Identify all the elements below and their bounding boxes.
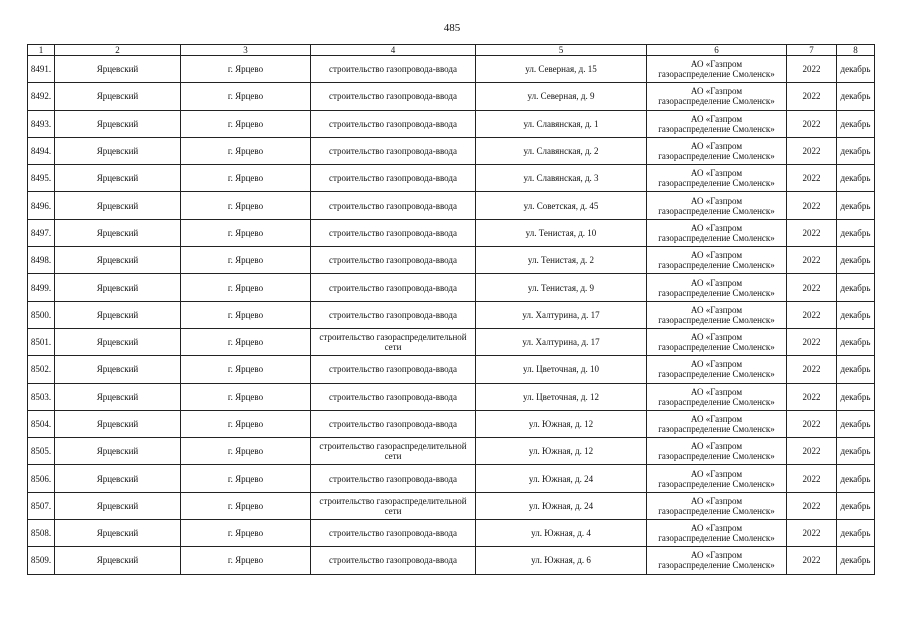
organization-cell — [647, 247, 787, 274]
organization-line: АО «Газпром — [690, 86, 743, 97]
city-cell: г. Ярцево — [181, 492, 311, 519]
year-cell: 2022 — [787, 219, 837, 246]
address-cell: ул. Южная, д. 24 — [476, 465, 647, 492]
month-cell: декабрь — [837, 192, 875, 219]
organization-line: АО «Газпром — [690, 250, 743, 261]
row-number-cell: 8505. — [28, 438, 55, 465]
year-cell: 2022 — [787, 165, 837, 192]
page-number: 485 — [443, 22, 461, 34]
organization-cell — [647, 492, 787, 519]
row-number-cell: 8499. — [28, 274, 55, 301]
city-cell: г. Ярцево — [181, 192, 311, 219]
organization-line: газораспределение Смоленск» — [658, 69, 775, 80]
district-cell: Ярцевский — [55, 83, 181, 110]
district-cell: Ярцевский — [55, 56, 181, 83]
organization-line: АО «Газпром — [690, 332, 743, 343]
district-cell: Ярцевский — [55, 192, 181, 219]
address-cell: ул. Славянская, д. 2 — [476, 137, 647, 164]
month-cell: декабрь — [837, 137, 875, 164]
district-cell: Ярцевский — [55, 547, 181, 574]
organization-line: газораспределение Смоленск» — [658, 314, 775, 325]
address-cell: ул. Советская, д. 45 — [476, 192, 647, 219]
district-cell: Ярцевский — [55, 137, 181, 164]
month-cell: декабрь — [837, 301, 875, 328]
organization-line: газораспределение Смоленск» — [658, 342, 775, 353]
year-cell: 2022 — [787, 137, 837, 164]
organization-line: газораспределение Смоленск» — [658, 369, 775, 380]
work-type-cell: строительство газопровода-ввода — [311, 274, 476, 301]
address-cell: ул. Южная, д. 24 — [476, 492, 647, 519]
organization-line: АО «Газпром — [690, 113, 743, 124]
work-type-cell: строительство газопровода-ввода — [311, 520, 476, 547]
address-cell: ул. Северная, д. 9 — [476, 83, 647, 110]
organization-cell — [647, 520, 787, 547]
organization-line: АО «Газпром — [690, 550, 743, 561]
table-row — [28, 465, 875, 492]
month-cell: декабрь — [837, 110, 875, 137]
row-number-cell: 8509. — [28, 547, 55, 574]
organization-cell — [647, 165, 787, 192]
month-cell: декабрь — [837, 547, 875, 574]
year-cell: 2022 — [787, 520, 837, 547]
year-cell: 2022 — [787, 274, 837, 301]
organization-line: газораспределение Смоленск» — [658, 260, 775, 271]
table-row — [28, 110, 875, 137]
work-type-cell: строительство газораспределительной сети — [311, 328, 476, 355]
organization-line: АО «Газпром — [690, 168, 743, 179]
month-cell: декабрь — [837, 410, 875, 437]
table-body — [28, 56, 875, 575]
organization-line: АО «Газпром — [690, 141, 743, 152]
organization-cell — [647, 438, 787, 465]
organization-cell — [647, 356, 787, 383]
organization-line: АО «Газпром — [690, 59, 743, 70]
address-cell: ул. Цветочная, д. 12 — [476, 383, 647, 410]
work-type-cell: строительство газораспределительной сети — [311, 438, 476, 465]
row-number-cell: 8494. — [28, 137, 55, 164]
district-cell: Ярцевский — [55, 410, 181, 437]
work-type-cell: строительство газопровода-ввода — [311, 56, 476, 83]
organization-line: газораспределение Смоленск» — [658, 205, 775, 216]
organization-cell — [647, 328, 787, 355]
column-header: 3 — [181, 45, 311, 56]
row-number-cell: 8501. — [28, 328, 55, 355]
organization-line: газораспределение Смоленск» — [658, 396, 775, 407]
year-cell: 2022 — [787, 465, 837, 492]
organization-line: газораспределение Смоленск» — [658, 560, 775, 571]
row-number-cell: 8496. — [28, 192, 55, 219]
year-cell: 2022 — [787, 356, 837, 383]
column-header: 8 — [837, 45, 875, 56]
organization-cell — [647, 192, 787, 219]
year-cell: 2022 — [787, 383, 837, 410]
year-cell: 2022 — [787, 301, 837, 328]
organization-cell — [647, 110, 787, 137]
organization-line: газораспределение Смоленск» — [658, 533, 775, 544]
city-cell: г. Ярцево — [181, 328, 311, 355]
city-cell: г. Ярцево — [181, 547, 311, 574]
district-cell: Ярцевский — [55, 356, 181, 383]
work-type-cell: строительство газопровода-ввода — [311, 301, 476, 328]
organization-line: АО «Газпром — [690, 441, 743, 452]
table-row — [28, 219, 875, 246]
row-number-cell: 8500. — [28, 301, 55, 328]
city-cell: г. Ярцево — [181, 83, 311, 110]
organization-line: АО «Газпром — [690, 359, 743, 370]
address-cell: ул. Славянская, д. 3 — [476, 165, 647, 192]
district-cell: Ярцевский — [55, 219, 181, 246]
organization-line: АО «Газпром — [690, 495, 743, 506]
schedule-table — [27, 44, 875, 575]
organization-line: АО «Газпром — [690, 523, 743, 534]
work-type-cell: строительство газопровода-ввода — [311, 465, 476, 492]
city-cell: г. Ярцево — [181, 465, 311, 492]
organization-line: АО «Газпром — [690, 468, 743, 479]
organization-cell — [647, 547, 787, 574]
work-type-cell: строительство газопровода-ввода — [311, 110, 476, 137]
row-number-cell: 8491. — [28, 56, 55, 83]
table-row — [28, 520, 875, 547]
row-number-cell: 8492. — [28, 83, 55, 110]
year-cell: 2022 — [787, 328, 837, 355]
year-cell: 2022 — [787, 110, 837, 137]
district-cell: Ярцевский — [55, 465, 181, 492]
district-cell: Ярцевский — [55, 247, 181, 274]
month-cell: декабрь — [837, 274, 875, 301]
address-cell: ул. Тенистая, д. 9 — [476, 274, 647, 301]
table-row — [28, 137, 875, 164]
organization-cell — [647, 383, 787, 410]
city-cell: г. Ярцево — [181, 247, 311, 274]
table-row — [28, 492, 875, 519]
row-number-cell: 8502. — [28, 356, 55, 383]
table-row — [28, 83, 875, 110]
district-cell: Ярцевский — [55, 383, 181, 410]
district-cell: Ярцевский — [55, 438, 181, 465]
organization-line: АО «Газпром — [690, 386, 743, 397]
organization-line: газораспределение Смоленск» — [658, 505, 775, 516]
month-cell: декабрь — [837, 56, 875, 83]
organization-line: газораспределение Смоленск» — [658, 123, 775, 134]
district-cell: Ярцевский — [55, 110, 181, 137]
city-cell: г. Ярцево — [181, 165, 311, 192]
organization-cell — [647, 56, 787, 83]
work-type-cell: строительство газопровода-ввода — [311, 247, 476, 274]
table-row — [28, 356, 875, 383]
table-row — [28, 56, 875, 83]
organization-line: газораспределение Смоленск» — [658, 424, 775, 434]
address-cell: ул. Южная, д. 12 — [476, 410, 647, 437]
address-cell: ул. Тенистая, д. 2 — [476, 247, 647, 274]
row-number-cell: 8504. — [28, 410, 55, 437]
work-type-cell: строительство газопровода-ввода — [311, 547, 476, 574]
address-cell: ул. Южная, д. 12 — [476, 438, 647, 465]
organization-line: газораспределение Смоленск» — [658, 478, 775, 489]
district-cell: Ярцевский — [55, 328, 181, 355]
organization-line: газораспределение Смоленск» — [658, 451, 775, 462]
work-type-cell: строительство газопровода-ввода — [311, 410, 476, 437]
table-row — [28, 247, 875, 274]
address-cell: ул. Южная, д. 4 — [476, 520, 647, 547]
column-header: 5 — [476, 45, 647, 56]
year-cell: 2022 — [787, 438, 837, 465]
organization-cell — [647, 137, 787, 164]
year-cell: 2022 — [787, 192, 837, 219]
organization-line: газораспределение Смоленск» — [658, 232, 775, 243]
organization-line: АО «Газпром — [690, 414, 743, 424]
year-cell: 2022 — [787, 547, 837, 574]
organization-line: АО «Газпром — [690, 222, 743, 233]
table-row — [28, 165, 875, 192]
month-cell: декабрь — [837, 438, 875, 465]
address-cell: ул. Халтурина, д. 17 — [476, 301, 647, 328]
organization-cell — [647, 274, 787, 301]
table-row — [28, 438, 875, 465]
table-row — [28, 410, 875, 437]
organization-cell — [647, 301, 787, 328]
year-cell: 2022 — [787, 56, 837, 83]
row-number-cell: 8498. — [28, 247, 55, 274]
city-cell: г. Ярцево — [181, 219, 311, 246]
work-type-cell: строительство газопровода-ввода — [311, 356, 476, 383]
column-number-row — [28, 45, 875, 56]
city-cell: г. Ярцево — [181, 520, 311, 547]
city-cell: г. Ярцево — [181, 383, 311, 410]
month-cell: декабрь — [837, 492, 875, 519]
work-type-cell: строительство газопровода-ввода — [311, 192, 476, 219]
address-cell: ул. Славянская, д. 1 — [476, 110, 647, 137]
row-number-cell: 8495. — [28, 165, 55, 192]
address-cell: ул. Цветочная, д. 10 — [476, 356, 647, 383]
district-cell: Ярцевский — [55, 274, 181, 301]
work-type-cell: строительство газопровода-ввода — [311, 219, 476, 246]
table-row — [28, 192, 875, 219]
table-row — [28, 328, 875, 355]
work-type-cell: строительство газопровода-ввода — [311, 165, 476, 192]
month-cell: декабрь — [837, 383, 875, 410]
city-cell: г. Ярцево — [181, 56, 311, 83]
row-number-cell: 8507. — [28, 492, 55, 519]
city-cell: г. Ярцево — [181, 110, 311, 137]
row-number-cell: 8493. — [28, 110, 55, 137]
organization-line: АО «Газпром — [690, 304, 743, 315]
city-cell: г. Ярцево — [181, 356, 311, 383]
address-cell: ул. Тенистая, д. 10 — [476, 219, 647, 246]
year-cell: 2022 — [787, 247, 837, 274]
organization-line: газораспределение Смоленск» — [658, 287, 775, 298]
organization-cell — [647, 219, 787, 246]
city-cell: г. Ярцево — [181, 438, 311, 465]
address-cell: ул. Северная, д. 15 — [476, 56, 647, 83]
address-cell: ул. Южная, д. 6 — [476, 547, 647, 574]
year-cell: 2022 — [787, 492, 837, 519]
work-type-cell: строительство газопровода-ввода — [311, 83, 476, 110]
district-cell: Ярцевский — [55, 520, 181, 547]
month-cell: декабрь — [837, 328, 875, 355]
column-header: 2 — [55, 45, 181, 56]
work-type-cell: строительство газопровода-ввода — [311, 137, 476, 164]
organization-line: газораспределение Смоленск» — [658, 151, 775, 162]
organization-line: АО «Газпром — [690, 195, 743, 206]
table-row — [28, 301, 875, 328]
month-cell: декабрь — [837, 83, 875, 110]
organization-cell — [647, 83, 787, 110]
city-cell: г. Ярцево — [181, 137, 311, 164]
month-cell: декабрь — [837, 465, 875, 492]
table-row — [28, 547, 875, 574]
month-cell: декабрь — [837, 520, 875, 547]
column-header: 7 — [787, 45, 837, 56]
month-cell: декабрь — [837, 219, 875, 246]
work-type-cell: строительство газораспределительной сети — [311, 492, 476, 519]
organization-line: газораспределение Смоленск» — [658, 96, 775, 107]
year-cell: 2022 — [787, 83, 837, 110]
year-cell: 2022 — [787, 410, 837, 437]
month-cell: декабрь — [837, 356, 875, 383]
row-number-cell: 8508. — [28, 520, 55, 547]
organization-cell — [647, 410, 787, 437]
organization-line: АО «Газпром — [690, 277, 743, 288]
address-cell: ул. Халтурина, д. 17 — [476, 328, 647, 355]
table-row — [28, 274, 875, 301]
district-cell: Ярцевский — [55, 301, 181, 328]
column-header: 6 — [647, 45, 787, 56]
district-cell: Ярцевский — [55, 492, 181, 519]
column-header: 1 — [28, 45, 55, 56]
month-cell: декабрь — [837, 247, 875, 274]
work-type-cell: строительство газопровода-ввода — [311, 383, 476, 410]
row-number-cell: 8506. — [28, 465, 55, 492]
city-cell: г. Ярцево — [181, 301, 311, 328]
table-row — [28, 383, 875, 410]
row-number-cell: 8497. — [28, 219, 55, 246]
month-cell: декабрь — [837, 165, 875, 192]
organization-line: газораспределение Смоленск» — [658, 178, 775, 189]
organization-cell — [647, 465, 787, 492]
city-cell: г. Ярцево — [181, 410, 311, 437]
district-cell: Ярцевский — [55, 165, 181, 192]
city-cell: г. Ярцево — [181, 274, 311, 301]
column-header: 4 — [311, 45, 476, 56]
row-number-cell: 8503. — [28, 383, 55, 410]
